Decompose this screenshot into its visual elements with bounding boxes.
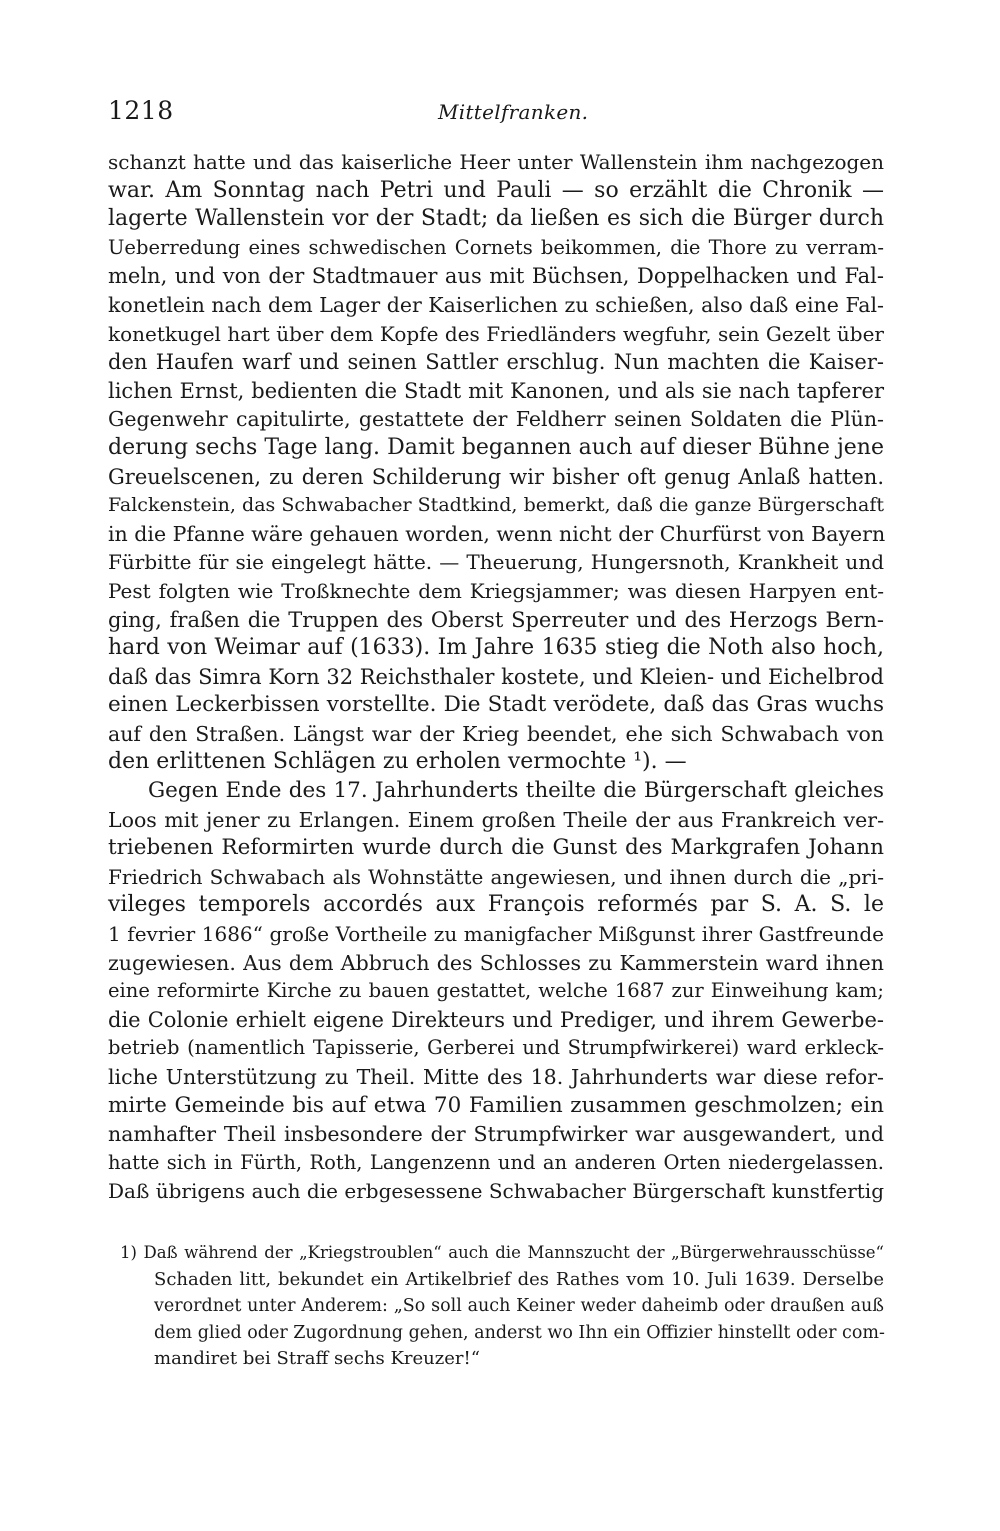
body-line: schanzt hatte und das kaiserliche Heer unter Wallenstein ihm nachgezogen xyxy=(108,150,884,174)
body-line: den erlittenen Schlägen zu erholen vermochte ¹). — xyxy=(108,749,687,775)
body-line: mirte Gemeinde bis auf etwa 70 Familien zusammen geschmolzen; ein xyxy=(108,1092,884,1118)
body-line: die Colonie erhielt eigene Direkteurs und Prediger, und ihrem Gewerbe- xyxy=(108,1007,884,1032)
footnote-line: Schaden litt, bekundet ein Artikelbrief des Rathes vom 10. Juli 1639. Derselbe xyxy=(154,1268,884,1290)
body-line: Gegenwehr capitulirte, gestattete der Feldherr seinen Soldaten die Plün- xyxy=(108,407,884,432)
body-line: den Haufen warf und seinen Sattler erschlug. Nun machten die Kaiser- xyxy=(108,350,884,375)
footnote-line: dem glied oder Zugordnung gehen, anderst wo Ihn ein Offizier hinstellt oder com- xyxy=(154,1322,885,1343)
body-line: namhafter Theil insbesondere der Strumpfwirker war ausgewandert, und xyxy=(108,1122,884,1147)
body-line: auf den Straßen. Längst war der Krieg beendet, ehe sich Schwabach von xyxy=(108,721,884,746)
paragraph-start-line: Gegen Ende des 17. Jahrhunderts theilte die Bürgerschaft gleiches xyxy=(148,778,884,804)
body-line: zugewiesen. Aus dem Abbruch des Schlosses zu Kammerstein ward ihnen xyxy=(108,950,884,975)
body-line: liche Unterstützung zu Theil. Mitte des 18. Jahrhunderts war diese refor- xyxy=(108,1065,884,1089)
body-line: ging, fraßen die Truppen des Oberst Sperreuter und des Herzogs Bern- xyxy=(108,607,884,632)
body-line: Friedrich Schwabach als Wohnstätte angewiesen, und ihnen durch die „pri- xyxy=(108,864,884,889)
body-line: hard von Weimar auf (1633). Im Jahre 1635 stieg die Noth also hoch, xyxy=(108,635,884,661)
running-title: Mittelfranken. xyxy=(438,100,589,124)
body-line: betrieb (namentlich Tapisserie, Gerberei und Strumpfwirkerei) ward erkleck- xyxy=(108,1036,884,1060)
body-line: daß das Simra Korn 32 Reichsthaler kostete, und Kleien- und Eichelbrod xyxy=(108,664,884,689)
body-line: triebenen Reformirten wurde durch die Gunst des Markgrafen Johann xyxy=(108,835,884,861)
body-line: einen Leckerbissen vorstellte. Die Stadt verödete, daß das Gras wuchs xyxy=(108,692,884,718)
body-line: lichen Ernst, bedienten die Stadt mit Kanonen, und als sie nach tapferer xyxy=(108,378,884,403)
body-line: Daß übrigens auch die erbgesessene Schwabacher Bürgerschaft kunstfertig xyxy=(108,1179,884,1204)
body-line: konetlein nach dem Lager der Kaiserlichen zu schießen, also daß eine Fal- xyxy=(108,292,884,317)
body-line: 1 fevrier 1686“ große Vortheile zu manigfacher Mißgunst ihrer Gastfreunde xyxy=(108,922,884,947)
body-line: meln, und von der Stadtmauer aus mit Büchsen, Doppelhacken und Fal- xyxy=(108,264,884,289)
page-header xyxy=(108,96,883,136)
body-line: konetkugel hart über dem Kopfe des Friedländers wegfuhr, sein Gezelt über xyxy=(108,321,884,346)
body-text xyxy=(108,148,884,1206)
body-line: Greuelscenen, zu deren Schilderung wir bisher oft genug Anlaß hatten. xyxy=(108,464,884,489)
body-line: Fürbitte für sie eingelegt hätte. — Theuerung, Hungersnoth, Krankheit und xyxy=(108,550,884,575)
footnote-line: mandiret bei Straff sechs Kreuzer!“ xyxy=(154,1348,480,1369)
footnotes xyxy=(108,1240,884,1373)
page-number: 1218 xyxy=(108,96,174,125)
footnote-line: verordnet unter Anderem: „So soll auch Keiner weder daheimb oder draußen auß xyxy=(154,1296,884,1316)
footnote-line: 1) Daß während der „Kriegstroublen“ auch die Mannszucht der „Bürgerwehrausschüsse“ xyxy=(120,1243,884,1262)
body-line: in die Pfanne wäre gehauen worden, wenn nicht der Churfürst von Bayern xyxy=(108,521,886,546)
body-line: Pest folgten wie Troßknechte dem Kriegsjammer; was diesen Harpyen ent- xyxy=(108,578,884,603)
body-line: eine reformirte Kirche zu bauen gestattet, welche 1687 zur Einweihung kam; xyxy=(108,979,884,1003)
body-line: hatte sich in Fürth, Roth, Langenzenn und an anderen Orten niedergelassen. xyxy=(108,1150,884,1174)
body-line: vileges temporels accordés aux François reformés par S. A. S. le xyxy=(108,892,884,918)
body-line: Ueberredung eines schwedischen Cornets beikommen, die Thore zu verram- xyxy=(108,235,884,259)
body-line: lagerte Wallenstein vor der Stadt; da ließen es sich die Bürger durch xyxy=(108,206,884,232)
body-line: Loos mit jener zu Erlangen. Einem großen Theile der aus Frankreich ver- xyxy=(108,807,884,832)
body-line: war. Am Sonntag nach Petri und Pauli — so erzählt die Chronik — xyxy=(108,177,884,203)
body-line: Falckenstein, das Schwabacher Stadtkind, bemerkt, daß die ganze Bürgerschaft xyxy=(108,494,884,517)
body-line: derung sechs Tage lang. Damit begannen auch auf dieser Bühne jene xyxy=(108,434,884,460)
